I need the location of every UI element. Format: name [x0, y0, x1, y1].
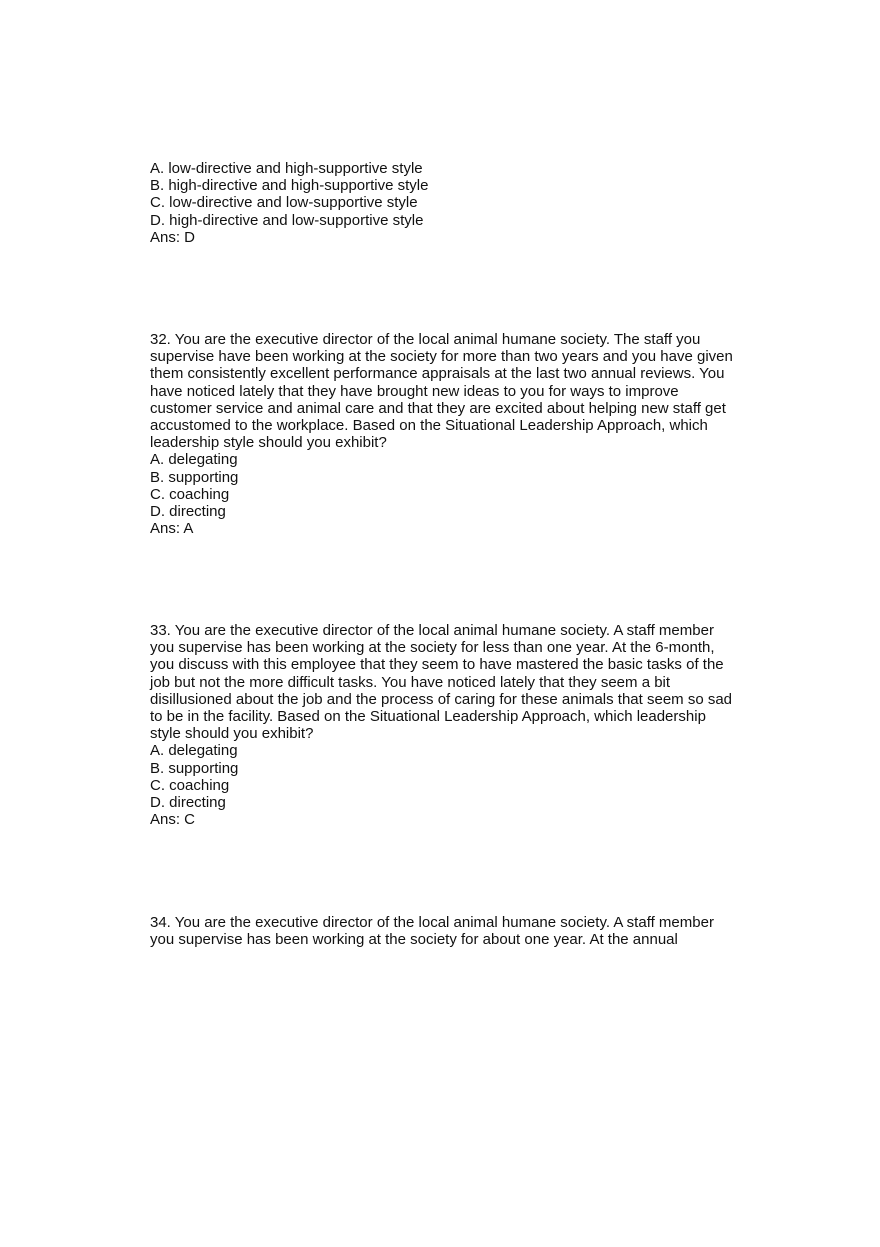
option-b: B. supporting — [150, 468, 239, 486]
option-b: B. high-directive and high-supportive style — [150, 177, 429, 195]
answer-line: Ans: A — [150, 520, 194, 538]
question-stem-line: them consistently excellent performance appraisals at the last two annual reviews. You — [150, 365, 725, 383]
option-d: D. directing — [150, 503, 226, 521]
question-32 — [150, 331, 750, 537]
question-stem-line: to be in the facility. Based on the Situational Leadership Approach, which leadership — [150, 708, 706, 726]
question-stem-line: job but not the more difficult tasks. You have noticed lately that they seem a bit — [150, 673, 671, 691]
question-stem-line: customer service and animal care and that they are excited about helping new staff get — [150, 399, 726, 417]
option-a: A. delegating — [150, 451, 238, 469]
answer-line: Ans: D — [150, 228, 196, 246]
question-stem-line: disillusioned about the job and the process of caring for these animals that seem so sad — [150, 690, 733, 708]
question-stem-line: 34. You are the executive director of the local animal humane society. A staff member — [150, 914, 714, 931]
option-d: D. directing — [150, 794, 226, 812]
answer-line: Ans: C — [150, 811, 196, 829]
option-c: C. low-directive and low-supportive style — [150, 194, 418, 212]
question-stem-line: style should you exhibit? — [150, 725, 314, 743]
question-stem-line: you supervise has been working at the society for less than one year. At the 6-month, — [150, 639, 715, 657]
question-stem-line: leadership style should you exhibit? — [150, 434, 387, 452]
question-stem-line: accustomed to the workplace. Based on the Situational Leadership Approach, which — [150, 417, 708, 435]
question-stem-line: 33. You are the executive director of the local animal humane society. A staff member — [150, 622, 714, 639]
question-stem-line: supervise have been working at the society for more than two years and you have given — [150, 348, 733, 366]
question-stem-line: 32. You are the executive director of the local animal humane society. The staff you — [150, 331, 701, 348]
option-c: C. coaching — [150, 485, 230, 503]
option-c: C. coaching — [150, 776, 230, 794]
option-d: D. high-directive and low-supportive style — [150, 211, 424, 229]
option-a: A. low-directive and high-supportive style — [150, 160, 423, 177]
question-stem-line: you discuss with this employee that they seem to have mastered the basic tasks of the — [150, 656, 724, 674]
question-34 — [150, 914, 750, 948]
option-b: B. supporting — [150, 759, 239, 777]
question-stem-line: have noticed lately that they have brought new ideas to you for ways to improve — [150, 382, 679, 400]
question-33 — [150, 622, 750, 828]
question-stem-line: you supervise has been working at the society for about one year. At the annual — [150, 931, 678, 949]
question-31-continued — [150, 160, 750, 246]
option-a: A. delegating — [150, 742, 238, 760]
